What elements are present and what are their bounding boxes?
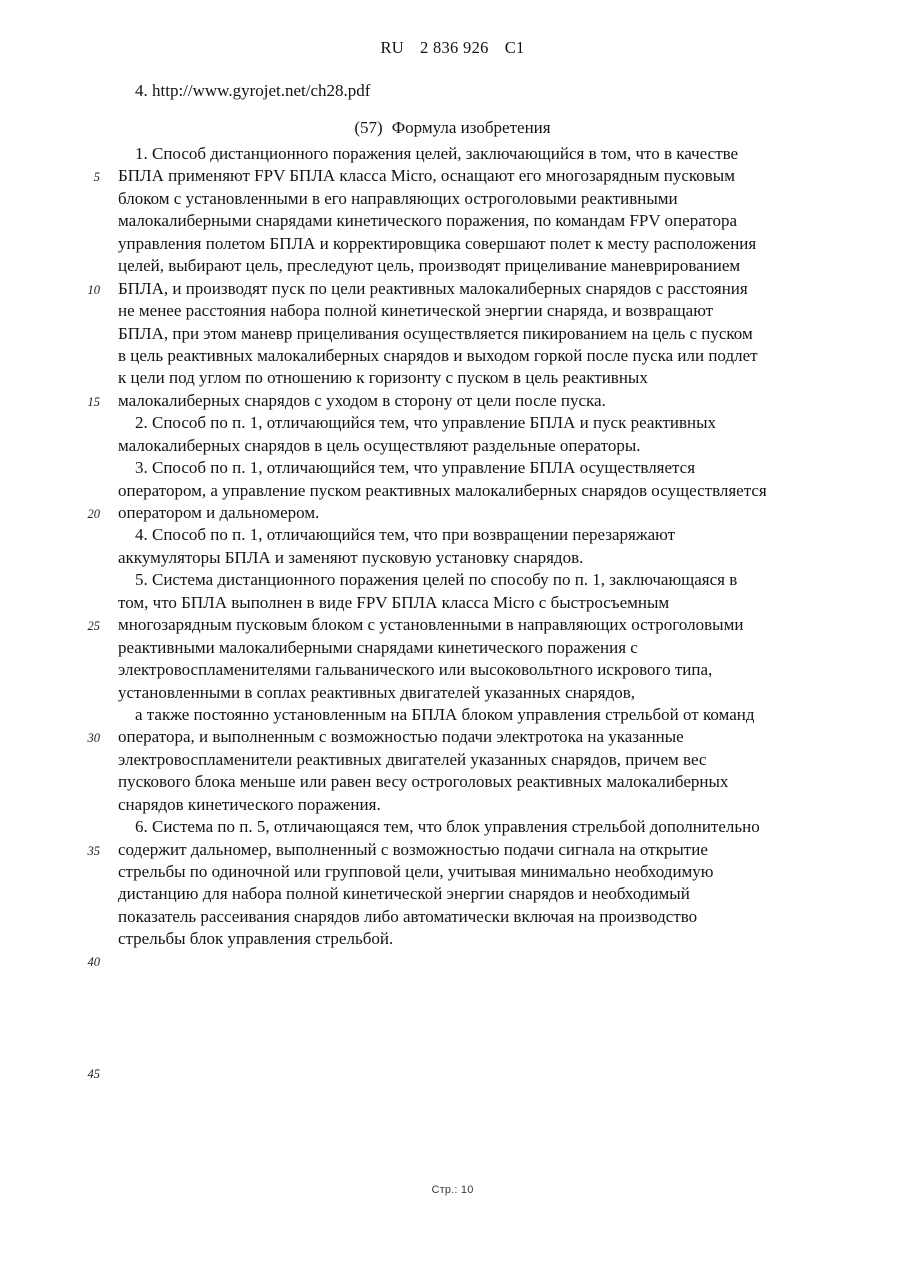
- claims-line: [0, 547, 905, 569]
- claims-line: [0, 323, 905, 345]
- claims-line-text: содержит дальномер, выполненный с возможностью подачи сигнала на открытие: [118, 839, 708, 859]
- claims-line-text: управления полетом БПЛА и корректировщика совершают полет к месту расположения: [118, 233, 757, 253]
- page-footer: [0, 1184, 905, 1196]
- claims-line: [0, 345, 905, 367]
- claims-line-text: стрельбы блок управления стрельбой.: [118, 929, 394, 949]
- claims-line-text: к цели под углом по отношению к горизонту с пуском в цель реактивных: [118, 368, 648, 388]
- claims-line-text: БПЛА, при этом маневр прицеливания осуществляется пикированием на цель с пуском: [118, 323, 753, 343]
- claims-line-text: в цель реактивных малокалиберных снарядов и выходом горкой после пуска или подлет: [118, 345, 758, 365]
- document-number-header: [0, 38, 905, 58]
- claims-line: [0, 1041, 905, 1063]
- claims-section-title: [0, 118, 905, 138]
- claims-line: [0, 816, 905, 838]
- claims-line-text: том, что БПЛА выполнен в виде FPV БПЛА класса Micro с быстросъемным: [118, 592, 670, 612]
- claims-line: [0, 726, 905, 748]
- claims-line-text: оператором, а управление пуском реактивных малокалиберных снарядов осуществляется: [118, 480, 767, 500]
- claims-line-text: реактивными малокалиберными снарядами кинетического поражения с: [118, 637, 638, 657]
- claims-line-text: блоком с установленными в его направляющих остроголовыми реактивными: [118, 188, 678, 208]
- claims-line: [0, 390, 905, 412]
- claims-line: [0, 435, 905, 457]
- claims-line: [0, 457, 905, 479]
- claims-line-text: 1. Способ дистанционного поражения целей, заключающийся в том, что в качестве: [135, 144, 739, 163]
- claims-line: [0, 165, 905, 187]
- margin-line-number: 10: [87, 282, 100, 297]
- claims-line-text: электровоспламенителями гальванического или высоковольтного искрового типа,: [118, 660, 713, 680]
- margin-line-number: 45: [87, 1066, 100, 1081]
- claims-line-text: 3. Способ по п. 1, отличающийся тем, что управление БПЛА осуществляется: [135, 458, 696, 478]
- claims-line-text: пускового блока меньше или равен весу остроголовых реактивных малокалиберных: [118, 772, 729, 792]
- claims-line-text: аккумуляторы БПЛА и заменяют пусковую установку снарядов.: [118, 547, 584, 567]
- claims-line-text: БПЛА, и производят пуск по цели реактивных малокалиберных снарядов с расстояния: [118, 278, 748, 298]
- claims-line-text: 4. Способ по п. 1, отличающийся тем, что при возвращении перезаряжают: [135, 525, 676, 545]
- claims-line: [0, 255, 905, 277]
- margin-line-number: 30: [87, 731, 100, 746]
- claims-line-text: дистанцию для набора полной кинетической энергии снарядов и необходимый: [118, 884, 690, 904]
- margin-line-number: 40: [87, 954, 100, 969]
- claims-line: [0, 143, 905, 165]
- claims-line: [0, 771, 905, 793]
- page-number-label: Стр.: 10: [431, 1184, 474, 1196]
- margin-line-number: 20: [87, 507, 100, 521]
- kind-code: C1: [504, 38, 525, 57]
- country-code: RU: [380, 38, 404, 57]
- claims-line: [0, 973, 905, 995]
- claims-line-text: оператором и дальномером.: [118, 503, 320, 522]
- claims-line: [0, 278, 905, 300]
- claims-line: [0, 412, 905, 434]
- claims-line-text: малокалиберных снарядов в цель осуществляют раздельные операторы.: [118, 435, 641, 455]
- claims-line: [0, 300, 905, 322]
- claims-line: [0, 188, 905, 210]
- claims-line-text: электровоспламенители реактивных двигателей указанных снарядов, причем вес: [118, 749, 707, 769]
- citation-url-line: 4. http://www.gyrojet.net/ch28.pdf: [135, 81, 371, 100]
- claims-line: [0, 951, 905, 973]
- claims-line: [0, 637, 905, 659]
- margin-line-number: 25: [87, 619, 100, 634]
- claims-line-text: стрельбы по одиночной или групповой цели, учитывая минимально необходимую: [118, 862, 714, 881]
- claims-line: [0, 233, 905, 255]
- margin-line-number: 5: [93, 170, 100, 185]
- claims-line: [0, 592, 905, 614]
- margin-line-number: 15: [87, 394, 100, 409]
- claims-line: [0, 839, 905, 861]
- claims-line-text: БПЛА применяют FPV БПЛА класса Micro, оснащают его многозарядным пусковым: [118, 166, 735, 186]
- claims-line: [0, 502, 905, 524]
- claims-line-text: целей, выбирают цель, преследуют цель, производят прицеливание маневрированием: [118, 256, 741, 276]
- claims-line: [0, 659, 905, 681]
- claims-heading: Формула изобретения: [391, 118, 551, 137]
- claims-line-text: малокалиберными снарядами кинетического поражения, по командам FPV оператора: [118, 211, 738, 231]
- claims-line-text: 2. Способ по п. 1, отличающийся тем, что управление БПЛА и пуск реактивных: [135, 413, 717, 433]
- margin-line-number: 35: [87, 843, 100, 858]
- claims-line: [0, 996, 905, 1018]
- claims-line-text: а также постоянно установленным на БПЛА блоком управления стрельбой от команд: [135, 704, 755, 724]
- claims-line: [0, 614, 905, 636]
- claims-line: [0, 524, 905, 546]
- claims-line: [0, 928, 905, 950]
- claims-line: [0, 682, 905, 704]
- claims-line: [0, 704, 905, 726]
- claims-line-text: не менее расстояния набора полной кинетической энергии снаряда, и возвращают: [118, 301, 714, 321]
- claims-line: [0, 480, 905, 502]
- claims-line: [0, 906, 905, 928]
- claims-line-text: оператора, и выполненным с возможностью подачи электротока на указанные: [118, 727, 684, 747]
- claims-line-text: многозарядным пусковым блоком с установленными в направляющих остроголовыми: [118, 615, 744, 635]
- claims-line: [0, 794, 905, 816]
- claims-line: [0, 367, 905, 389]
- claims-line-text: установленными в соплах реактивных двигателей указанных снарядов,: [118, 682, 636, 702]
- claims-line: [0, 749, 905, 771]
- claims-line-text: 5. Система дистанционного поражения целей по способу по п. 1, заключающаяся в: [135, 570, 738, 590]
- claims-line: [0, 1018, 905, 1040]
- claims-line: [0, 210, 905, 232]
- claims-line: [0, 569, 905, 591]
- claims-line: [0, 861, 905, 883]
- publication-number: 2 836 926: [419, 38, 489, 57]
- claims-line-text: 6. Система по п. 5, отличающаяся тем, что блок управления стрельбой дополнительно: [135, 817, 760, 837]
- claims-line: [0, 1063, 905, 1085]
- claims-line: [0, 883, 905, 905]
- claims-line-text: малокалиберных снарядов с уходом в сторону от цели после пуска.: [118, 390, 606, 410]
- inid-code: (57): [354, 118, 383, 137]
- claims-body: [0, 143, 905, 1085]
- claims-line-text: снарядов кинетического поражения.: [118, 794, 381, 814]
- claims-line-text: показатель рассеивания снарядов либо автоматически включая на производство: [118, 906, 698, 926]
